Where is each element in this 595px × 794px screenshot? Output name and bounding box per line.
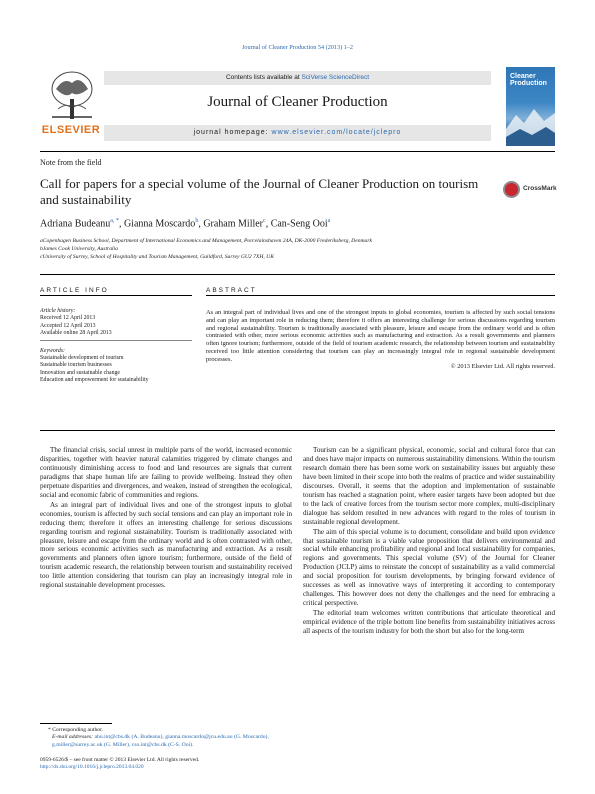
affiliation-rule <box>40 274 555 275</box>
sciencedirect-link[interactable]: SciVerse ScienceDirect <box>301 74 370 81</box>
elsevier-logo <box>40 67 102 146</box>
elsevier-tree-icon <box>48 69 96 121</box>
issn-line: 0959-6526/$ – see front matter © 2013 Elsevier Ltd. All rights reserved. <box>40 757 200 763</box>
doi-link[interactable]: http://dx.doi.org/10.1016/j.jclepro.2013.04.020 <box>40 764 144 771</box>
author-separator: , <box>265 218 271 230</box>
copyright: © 2013 Elsevier Ltd. All rights reserved. <box>450 363 555 371</box>
author-name[interactable]: Can-Seng Ooi <box>270 218 328 230</box>
body-column-right <box>303 446 555 637</box>
abstract-body <box>206 309 555 371</box>
issn-block <box>40 757 340 772</box>
contents-bar <box>104 71 491 85</box>
abstract-rule <box>206 295 555 296</box>
info-rule <box>40 295 192 296</box>
crossmark-label: CrossMark <box>523 185 557 192</box>
author-emails <box>40 734 292 749</box>
author-name[interactable]: Gianna Moscardo <box>123 218 196 230</box>
author-list <box>40 218 555 229</box>
section-label: Note from the field <box>40 158 102 167</box>
journal-homepage <box>104 125 491 141</box>
author-affil-marker: c <box>263 218 266 224</box>
history-item: Received 12 April 2013 <box>40 315 96 322</box>
homepage-link[interactable]: www.elsevier.com/locate/jclepro <box>271 129 402 136</box>
affiliation: bJames Cook University, Australia <box>40 246 118 252</box>
footnote <box>40 727 292 749</box>
email-links[interactable]: abu.int@cbs.dk (A. Budeanu), gianna.moscardo@jcu.edu.au (G. Moscardo), g.miller@surrey.ac.uk (G. Miller), cso.int@cbs.dk (C-S. Ooi). <box>52 734 269 748</box>
article-info <box>40 298 192 385</box>
author-affil-marker: b <box>195 218 199 224</box>
contents-prefix: Contents lists available at <box>225 74 302 81</box>
footnote-rule <box>40 723 112 724</box>
affiliation: aCopenhagen Business School, Department of International Economics and Management, Porcelainshaven 24A, DK-2000 Frederiksberg, Denmark <box>40 238 372 244</box>
info-divider <box>40 340 192 348</box>
keywords-label: Keywords: <box>40 347 65 354</box>
journal-title: Journal of Cleaner Production <box>207 94 388 110</box>
cover-title: Cleaner Production <box>510 73 547 87</box>
emails-label: E-mail addresses: <box>52 734 94 741</box>
crossmark-badge[interactable] <box>503 180 555 198</box>
publisher-name: ELSEVIER <box>41 124 101 136</box>
article-title: Call for papers for a special volume of the Journal of Cleaner Production on tourism and sustainability <box>40 176 479 207</box>
journal-cover <box>506 67 555 146</box>
keyword: Sustainable tourism businesses <box>40 362 112 369</box>
crossmark-icon <box>503 181 520 198</box>
header-rule <box>40 151 555 152</box>
author-affil-marker: a, * <box>110 218 119 224</box>
author-name[interactable]: Adriana Budeanu <box>40 218 111 230</box>
corresponding-author-note: * Corresponding author. <box>48 727 104 733</box>
mountain-icon <box>506 107 555 146</box>
abstract-heading: ABSTRACT <box>206 287 257 294</box>
body-column-left <box>40 446 292 591</box>
author-separator: , <box>198 218 204 230</box>
abstract-bottom-rule <box>40 430 555 431</box>
author-name[interactable]: Graham Miller <box>203 218 264 230</box>
keyword: Sustainable development of tourism <box>40 355 124 362</box>
journal-masthead <box>40 67 555 146</box>
history-label: Article history: <box>40 308 76 314</box>
homepage-prefix: journal homepage: <box>193 129 272 136</box>
masthead-center <box>104 67 491 146</box>
author-affil-marker: a <box>327 218 331 224</box>
paragraph: The aim of this special volume is to document, consolidate and build upon evidence that sustainable tourism is a viable value proposition that delivers environmental and social while enhancing profitability and regional and local sustainability for companies, regions and governments. This special volume (SV) of the Journal for Cleaner Production (JCLP) aims to reinstate the concept of sustainability as a valid commercial and social proposition for tourism developments, by bringing forward evidence of successes as well as innovative ways of interpreting it according to contemporary challenges. This however does not deny the challenges and the need for embracing a critical perspective. <box>303 527 555 608</box>
paragraph: Tourism can be a significant physical, economic, social and cultural force that can and does have major impacts on numerous sustainability dimensions. Within the tourism research domain there has been some work on sustainability issues but arguably these have been limited in their scope into both the realms of practice and wider sustainability discourses. Overall, it seems that the adoption and implementation of sustainable tourism has reached a stagnation point, where easier targets have been adopted but due to the lack of creative forces from the tourism sector more complex, multi-disciplinary dialogue has seldom resulted in new advances with regard to the roles of tourism in sustainable regional development. <box>303 446 555 526</box>
paragraph: The editorial team welcomes written contributions that articulate theoretical and empirical evidence of the triple bottom line benefits from sustainability initiatives across all aspects of the tourism industry for both the short but also for the long-term <box>303 609 555 636</box>
author-separator: , <box>118 218 124 230</box>
paragraph: The financial crisis, social unrest in multiple parts of the world, increased economic disparities, together with heavier natural calamities triggered by climate changes and continuously diminishing access to food and land resources are signals that current paradigms that shape human life are failing to provide wellbeing. Instead they often perpetuate disparities and divergences, and weaken, instead of strengthen the ecological, social and economic fabric of communities and regions. <box>40 446 292 499</box>
abstract-text: As an integral part of individual lives and one of the strongest inputs to global economies, tourism is affected by such social tensions and can play an important role in reducing them; therefore it offers an interesting challenge for serious discussions regarding tourism and regional sustainability. Tourism is traditionally associated with pleasure, leisure and escape from the ordinary world and is often contrasted with other, more serious economic activities such as manufacturing and extraction. As a result governments and planners often ignore tourism; furthermore, outside of the field of tourism academic research, the relationship between tourism and sustainability received too little attention considering that tourism can play an increasingly integral role in regional sustainable development processes. <box>206 309 555 363</box>
paragraph: As an integral part of individual lives and one of the strongest inputs to global economies, tourism is affected by such social tensions and can play an important role in reducing them; therefore it offers an interesting challenge for serious discussions regarding tourism and regional sustainability. Tourism is traditionally associated with pleasure, leisure and escape from the ordinary world and is often contrasted with other, more serious economic activities such as manufacturing and extraction. As a result governments and planners often ignore tourism; furthermore, outside of the field of tourism academic research, the relationship between tourism and sustainability received too little attention considering that tourism can play an increasingly integral role in regional sustainable development processes. <box>40 500 292 590</box>
history-item: Available online 28 April 2013 <box>40 330 112 337</box>
running-head: Journal of Cleaner Production 54 (2013) 1–2 <box>241 44 353 51</box>
history-item: Accepted 12 April 2013 <box>40 322 96 329</box>
keyword: Education and empowerment for sustainability <box>40 377 149 384</box>
keyword: Innovation and sustainable change <box>40 369 121 376</box>
article-info-heading: ARTICLE INFO <box>40 287 109 294</box>
affiliation: cUniversity of Surrey, School of Hospitality and Tourism Management, Guildford, Surrey GU2 7XH, UK <box>40 254 274 260</box>
